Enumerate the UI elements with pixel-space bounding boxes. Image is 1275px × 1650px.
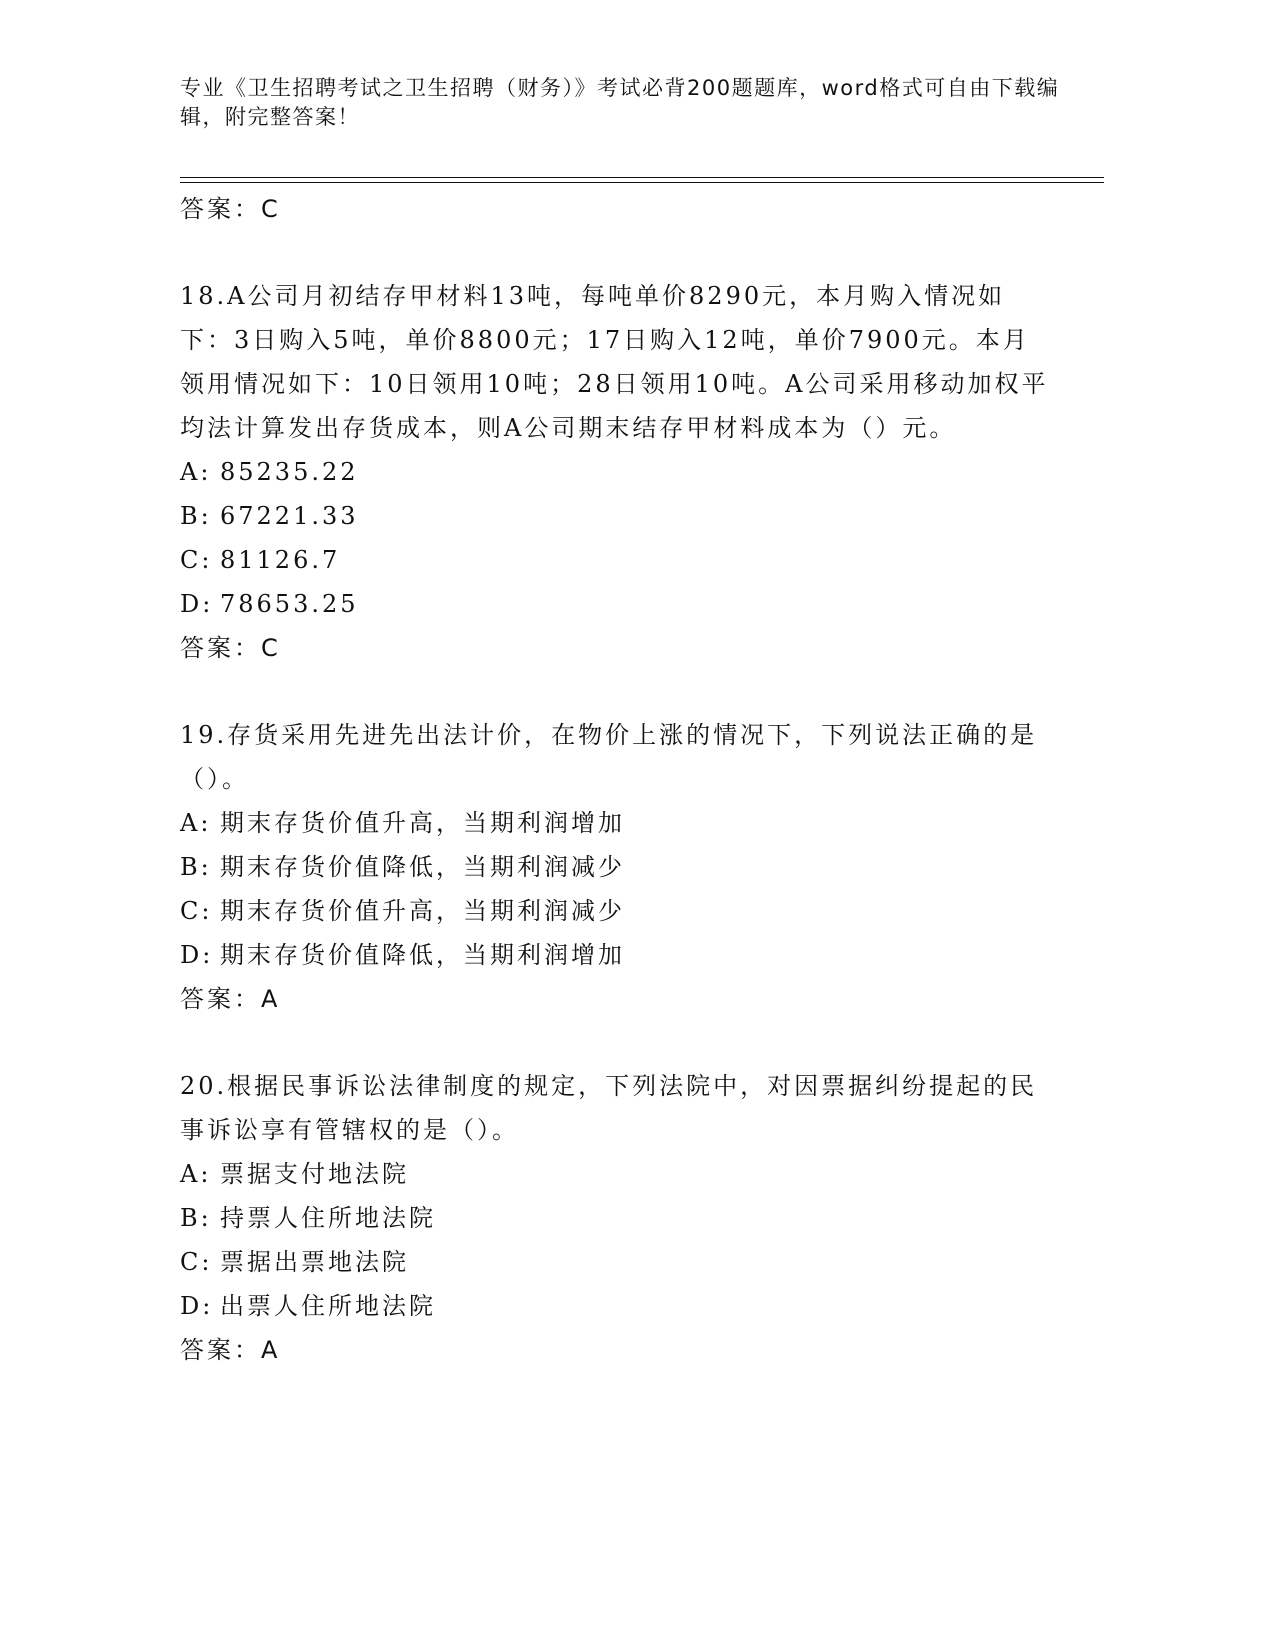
answer-line: 答案：A	[180, 1336, 281, 1364]
option-text: 出票人住所地法院	[220, 1292, 436, 1320]
option-c	[180, 889, 1050, 933]
option-letter: B:	[180, 853, 212, 881]
document-header: 专业《卫生招聘考试之卫生招聘（财务）》考试必背200题题库，word格式可自由下载编辑，附完整答案！	[180, 76, 1060, 129]
question-block	[180, 713, 1050, 1021]
question-block	[180, 1064, 1050, 1372]
spacer	[180, 1021, 1050, 1064]
option-d	[180, 1284, 1050, 1328]
option-text: 票据出票地法院	[220, 1248, 409, 1276]
option-letter: A:	[180, 1160, 212, 1188]
option-b	[180, 1196, 1050, 1240]
option-d	[180, 582, 1050, 626]
option-b	[180, 494, 1050, 538]
option-c	[180, 1240, 1050, 1284]
option-text: 期末存货价值降低，当期利润增加	[220, 941, 625, 969]
option-text: 期末存货价值升高，当期利润减少	[220, 897, 625, 925]
header-divider	[180, 177, 1104, 183]
question-text: 20.根据民事诉讼法律制度的规定，下列法院中，对因票据纠纷提起的民事诉讼享有管辖权的是（）。	[180, 1072, 1038, 1144]
option-text: 81126.7	[220, 546, 341, 574]
option-letter: A:	[180, 458, 212, 486]
option-letter: A:	[180, 809, 212, 837]
option-a	[180, 801, 1050, 845]
option-letter: C:	[180, 1248, 213, 1276]
option-letter: D:	[180, 1292, 214, 1320]
option-letter: D:	[180, 941, 214, 969]
option-letter: B:	[180, 1204, 212, 1232]
option-text: 78653.25	[220, 590, 359, 618]
option-d	[180, 933, 1050, 977]
option-text: 67221.33	[220, 502, 359, 530]
option-text: 85235.22	[220, 458, 359, 486]
option-text: 期末存货价值降低，当期利润减少	[220, 853, 625, 881]
document-body	[180, 187, 1050, 1372]
question-text: 18.A公司月初结存甲材料13吨，每吨单价8290元，本月购入情况如下：3日购入5吨，单价8800元；17日购入12吨，单价7900元。本月领用情况如下：10日领用10吨；28日领用10吨。A公司采用移动加权平均法计算发出存货成本，则A公司期末结存甲材料成本为（）元。	[180, 282, 1049, 442]
option-letter: C:	[180, 897, 213, 925]
question-block	[180, 274, 1050, 670]
option-a	[180, 450, 1050, 494]
option-a	[180, 1152, 1050, 1196]
spacer	[180, 231, 1050, 274]
spacer	[180, 670, 1050, 713]
answer-line: 答案：A	[180, 985, 281, 1013]
option-text: 持票人住所地法院	[220, 1204, 436, 1232]
option-text: 票据支付地法院	[220, 1160, 409, 1188]
option-b	[180, 845, 1050, 889]
option-letter: C:	[180, 546, 213, 574]
option-letter: D:	[180, 590, 214, 618]
option-c	[180, 538, 1050, 582]
question-text: 19.存货采用先进先出法计价，在物价上涨的情况下，下列说法正确的是（）。	[180, 721, 1038, 793]
option-letter: B:	[180, 502, 212, 530]
answer-line: 答案：C	[180, 634, 281, 662]
option-text: 期末存货价值升高，当期利润增加	[220, 809, 625, 837]
answer-line: 答案：C	[180, 195, 281, 223]
